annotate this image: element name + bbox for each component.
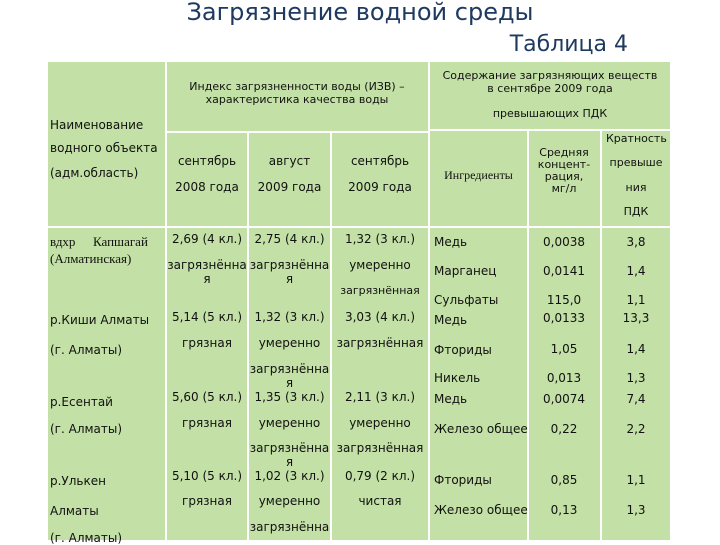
object-region: (Алматинская) [50,251,132,266]
column-year: 2009 года [348,180,412,194]
multiplicity: 2,2 [626,422,646,436]
table-number: Таблица 4 [509,32,628,57]
izv-quality: загрязнённа [249,441,330,455]
header-avg-line: мг/л [551,182,577,195]
header-name-line: (адм.область) [50,166,139,180]
object-region: (г. Алматы) [50,531,123,545]
grid-line [48,226,670,228]
header-avg-line: рация, [544,170,584,183]
izv-quality: грязная [182,416,232,430]
avg-concentration: 0,0133 [543,311,585,325]
header-content-line: в сентябре 2009 года [487,82,613,95]
grid-line [428,129,670,131]
ingredient: Марганец [434,264,497,278]
izv-quality: загрязнённа [249,520,330,534]
izv-quality: грязная [182,494,232,508]
izv-value: 1,02 (3 кл.) [254,469,325,483]
avg-concentration: 1,05 [550,342,578,356]
izv-quality: я [285,455,294,469]
header-izv-line: Индекс загрязненности воды (ИЗВ) – [189,80,405,93]
grid-line [165,131,430,133]
izv-value: 2,75 (4 кл.) [254,232,325,246]
izv-value: 1,32 (3 кл.) [254,310,325,324]
avg-concentration: 0,85 [550,473,578,487]
object-name: вдхр [50,234,76,249]
multiplicity: 1,4 [626,342,646,356]
ingredient: Медь [434,313,468,327]
object-name: Капшагай [93,234,148,249]
header-name-line: водного объекта [50,141,158,155]
multiplicity: 1,3 [626,371,646,385]
avg-concentration: 0,22 [550,422,578,436]
column-ingredients: Ингредиенты [444,168,513,182]
izv-value: 5,14 (5 кл.) [171,310,243,324]
izv-quality: грязная [182,336,232,350]
ingredient: Железо общее [434,503,528,517]
izv-value: 3,03 (4 кл.) [344,310,416,324]
multiplicity: 1,3 [626,503,646,517]
header-mult-line: Кратность [606,132,667,145]
header-avg-line: концент- [537,158,591,171]
multiplicity: 1,1 [626,293,646,307]
multiplicity: 13,3 [622,311,650,325]
object-region: (г. Алматы) [50,422,123,436]
column-year: 2008 года [175,180,239,194]
izv-quality: чистая [358,494,402,508]
header-content-line: Содержание загрязняющих веществ [442,69,658,82]
multiplicity: 3,8 [626,235,646,249]
avg-concentration: 0,13 [550,503,578,517]
header-content-line: превышающих ПДК [492,107,608,120]
page-title: Загрязнение водной среды [186,0,534,26]
izv-value: 0,79 (2 кл.) [344,469,416,483]
multiplicity: 1,1 [626,473,646,487]
izv-value: 1,35 (3 кл.) [254,390,325,404]
column-month: август [268,154,311,168]
column-month: сентябрь [350,154,410,168]
izv-quality: загрязнённая [336,441,424,455]
izv-quality: умеренно [258,416,321,430]
avg-concentration: 115,0 [546,293,582,307]
izv-quality: я [285,376,294,390]
izv-quality: умеренно [349,258,411,272]
izv-quality: загрязнённая [336,336,424,350]
ingredient: Медь [434,235,468,249]
izv-quality: умеренно [258,494,321,508]
izv-quality: я [203,272,211,286]
izv-value: 2,11 (3 кл.) [344,390,416,404]
ingredient: Медь [434,392,468,406]
izv-quality: умеренно [258,336,321,350]
izv-quality: загрязнённа [249,258,330,272]
object-region: (г. Алматы) [50,343,123,357]
header-mult-line: превыше [609,156,663,169]
object-name: Алматы [50,504,99,518]
avg-concentration: 0,0074 [543,392,585,406]
ingredient: Никель [434,371,481,385]
header-mult-line: ПДК [623,205,649,218]
multiplicity: 7,4 [626,392,646,406]
multiplicity: 1,4 [626,264,646,278]
ingredient: Сульфаты [434,293,499,307]
izv-quality: умеренно [349,416,411,430]
header-name-line: Наименование [50,118,144,132]
izv-value: 2,69 (4 кл.) [171,232,243,246]
izv-quality: загрязнённа [167,258,247,272]
header-mult-line: ния [625,181,647,194]
ingredient: Фториды [434,343,492,357]
object-name: р.Киши Алматы [50,313,150,327]
avg-concentration: 0,0038 [543,235,585,249]
ingredient: Фториды [434,473,492,487]
column-year: 2009 года [257,180,322,194]
ingredient: Железо общее [434,422,528,436]
object-name: р.Есентай [50,395,113,409]
column-month: сентябрь [177,154,237,168]
avg-concentration: 0,013 [546,371,582,385]
izv-value: 5,60 (5 кл.) [171,390,243,404]
header-izv-line: характеристика качества воды [205,93,389,106]
izv-quality: я [285,272,294,286]
avg-concentration: 0,0141 [543,264,585,278]
izv-quality: загрязнённая [340,284,420,297]
izv-value: 1,32 (3 кл.) [344,232,416,246]
header-avg-line: Средняя [539,146,589,159]
izv-quality: загрязнённа [249,362,330,376]
object-name: р.Улькен [50,474,106,488]
izv-value: 5,10 (5 кл.) [171,469,243,483]
